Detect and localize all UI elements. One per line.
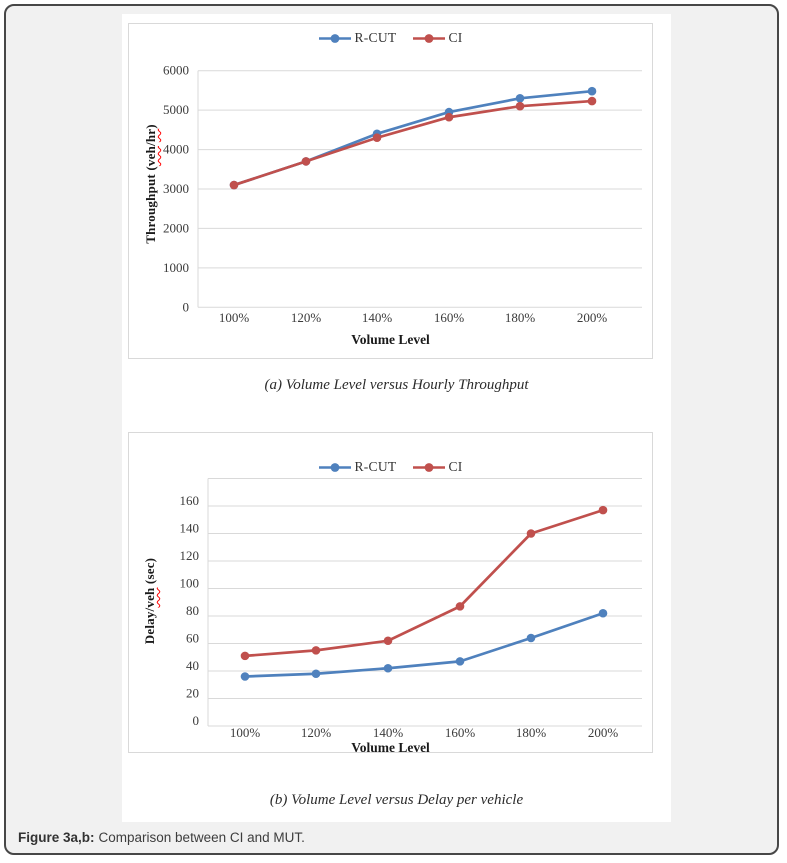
ylabel-part: ) — [143, 124, 158, 129]
y-tick-label-140: 140 — [179, 520, 199, 536]
chart-a-y-axis-title — [143, 24, 159, 344]
figure-caption-text: Comparison between CI and MUT. — [98, 830, 305, 845]
x-tick-label-120%: 120% — [290, 310, 322, 325]
ylabel-part: / — [143, 142, 158, 146]
ylabel-part: Delay/ — [142, 607, 157, 645]
legend-label-rcut: R-CUT — [354, 30, 397, 45]
x-tick-label-200%: 200% — [576, 310, 608, 325]
data-point-ci-200% — [588, 97, 597, 106]
chart-b-x-axis-title: Volume Level — [351, 740, 430, 755]
rcut-line-marker-icon — [318, 33, 352, 44]
figure-caption-label: Figure 3a,b: — [18, 830, 95, 845]
ylabel-part: Throughput ( — [143, 166, 158, 244]
figure-caption — [18, 830, 305, 845]
legend-label-ci: CI — [448, 459, 463, 474]
subcaption-b: (b) Volume Level versus Delay per vehicle — [269, 792, 524, 808]
x-tick-label-140%: 140% — [361, 310, 393, 325]
ci-line-marker-icon — [412, 33, 446, 44]
y-tick-label-6000: 6000 — [163, 62, 189, 78]
data-point-r-cut-100% — [241, 672, 250, 681]
y-tick-label-2000: 2000 — [163, 220, 189, 236]
data-point-ci-160% — [445, 113, 454, 122]
data-point-ci-160% — [456, 602, 465, 611]
y-tick-label-20: 20 — [186, 685, 199, 701]
chart-a-plot-area — [129, 24, 652, 358]
chart-b-delay — [128, 432, 653, 753]
x-tick-label-200%: 200% — [587, 725, 619, 740]
chart-b-y-axis-title — [142, 441, 158, 761]
data-point-r-cut-180% — [527, 634, 536, 643]
y-tick-label-0: 0 — [182, 299, 189, 315]
data-point-ci-120% — [302, 157, 311, 166]
series-line-ci — [245, 510, 603, 656]
y-tick-label-1000: 1000 — [163, 259, 189, 275]
x-tick-label-100%: 100% — [218, 310, 250, 325]
chart-b-legend — [129, 459, 652, 475]
data-point-r-cut-120% — [312, 669, 321, 678]
chart-a-legend — [129, 30, 652, 46]
rcut-line-marker-icon — [318, 462, 352, 473]
x-tick-label-160%: 160% — [444, 725, 476, 740]
y-tick-label-160: 160 — [179, 493, 199, 508]
data-point-r-cut-180% — [516, 94, 525, 103]
data-point-r-cut-200% — [599, 609, 608, 618]
series-line-ci — [234, 101, 592, 185]
data-point-r-cut-200% — [588, 87, 597, 96]
y-tick-label-100: 100 — [179, 575, 199, 591]
legend-item-ci — [412, 459, 462, 475]
ylabel-part-misspelled: veh — [142, 587, 157, 608]
x-tick-label-160%: 160% — [433, 310, 465, 325]
y-tick-label-0: 0 — [192, 713, 199, 728]
data-point-ci-140% — [373, 133, 382, 142]
chart-a-x-axis-title: Volume Level — [351, 332, 430, 347]
y-tick-label-80: 80 — [186, 603, 199, 618]
data-point-ci-140% — [384, 636, 393, 645]
ci-line-marker-icon — [412, 462, 446, 473]
data-point-ci-180% — [527, 529, 536, 538]
ylabel-part: (sec) — [142, 557, 157, 588]
x-tick-label-180%: 180% — [515, 725, 547, 740]
x-tick-label-120%: 120% — [300, 725, 332, 740]
x-tick-label-100%: 100% — [229, 725, 261, 740]
y-tick-label-5000: 5000 — [163, 102, 189, 118]
legend-item-ci — [412, 30, 462, 46]
subcaption-a: (a) Volume Level versus Hourly Throughput — [264, 377, 529, 393]
data-point-ci-200% — [599, 506, 608, 515]
data-point-ci-100% — [241, 652, 250, 661]
chart-a-throughput — [128, 23, 653, 359]
y-tick-label-60: 60 — [186, 630, 199, 646]
ylabel-part-misspelled: hr — [143, 128, 158, 143]
legend-label-ci: CI — [448, 30, 463, 45]
y-tick-label-120: 120 — [179, 548, 199, 563]
data-point-ci-120% — [312, 646, 321, 655]
legend-label-rcut: R-CUT — [354, 459, 397, 474]
x-tick-label-180%: 180% — [504, 310, 536, 325]
y-tick-label-3000: 3000 — [163, 181, 189, 196]
x-tick-label-140%: 140% — [372, 725, 404, 740]
data-point-ci-180% — [516, 102, 525, 111]
y-tick-label-4000: 4000 — [163, 141, 189, 157]
ylabel-part-misspelled: veh — [143, 145, 158, 167]
chart-b-plot-area — [129, 433, 652, 752]
data-point-r-cut-160% — [456, 657, 465, 666]
data-point-r-cut-140% — [384, 664, 393, 673]
y-tick-label-40: 40 — [186, 658, 199, 673]
legend-item-rcut — [318, 459, 396, 475]
data-point-ci-100% — [230, 181, 239, 190]
legend-item-rcut — [318, 30, 396, 46]
